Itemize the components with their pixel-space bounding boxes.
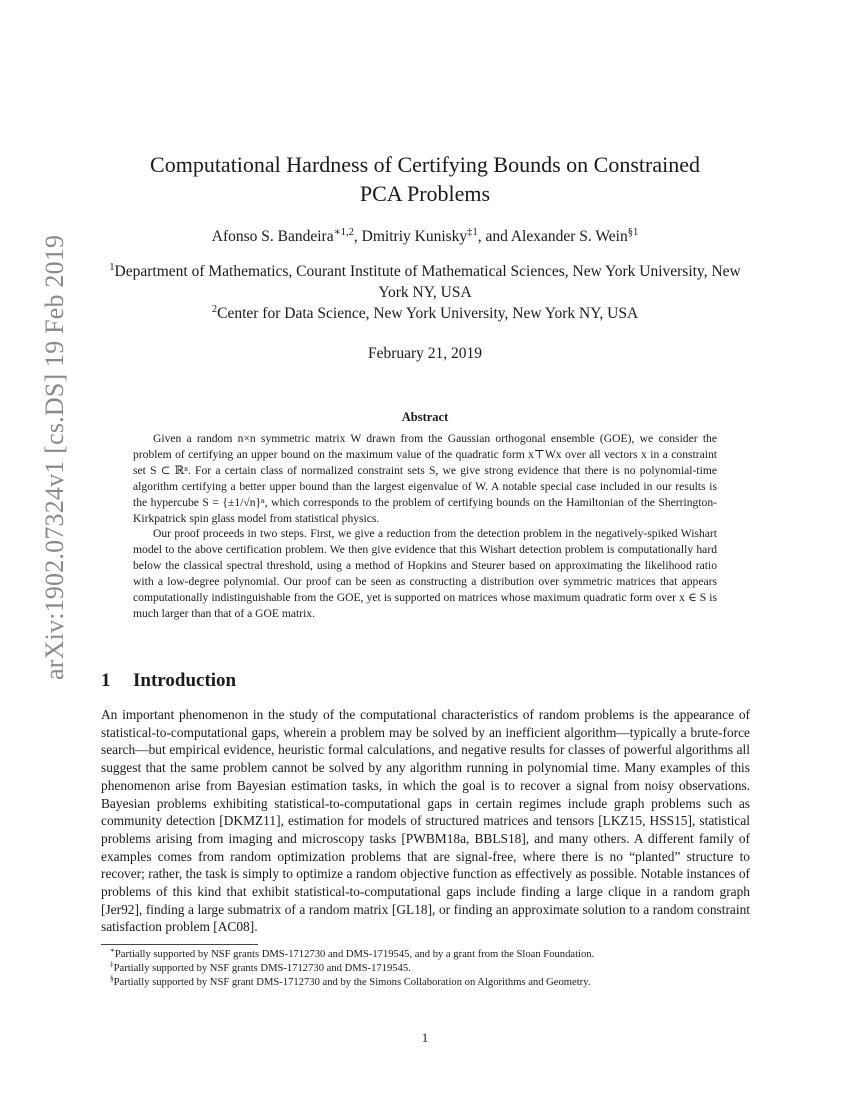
author-mark: §1 bbox=[627, 226, 639, 238]
title-line-1: Computational Hardness of Certifying Bounds on Constrained bbox=[150, 152, 700, 177]
footnote bbox=[101, 948, 750, 962]
author-name: Dmitriy Kunisky bbox=[361, 228, 468, 245]
page-number: 1 bbox=[421, 1030, 429, 1045]
footnote-text: Partially supported by NSF grants DMS-1712730 and DMS-1719545. bbox=[113, 963, 411, 974]
affiliation-item bbox=[100, 261, 750, 303]
footnote-mark: ∗ bbox=[110, 946, 115, 955]
footnote bbox=[101, 962, 750, 976]
abstract-body bbox=[133, 431, 717, 622]
affiliation-text: Department of Mathematics, Courant Institute of Mathematical Sciences, New York University, New York NY, USA bbox=[114, 263, 741, 301]
footnote-mark: § bbox=[110, 974, 114, 983]
author-name: Alexander S. Wein bbox=[510, 228, 628, 245]
author-separator: , bbox=[353, 228, 362, 245]
affiliation-mark: 1 bbox=[109, 261, 115, 273]
author-name: Afonso S. Bandeira bbox=[211, 228, 334, 245]
section-heading bbox=[101, 670, 751, 692]
footnote-text: Partially supported by NSF grants DMS-1712730 and DMS-1719545, and by a grant from the Sloan Foundation. bbox=[114, 949, 595, 960]
footnote-mark: ‡ bbox=[110, 960, 114, 969]
author-mark: ‡1 bbox=[467, 226, 478, 238]
footnotes bbox=[101, 948, 750, 990]
paper-title bbox=[100, 150, 750, 208]
introduction-body bbox=[101, 706, 750, 936]
affiliations bbox=[100, 261, 750, 324]
abstract-heading: Abstract bbox=[401, 410, 449, 424]
footnote-text: Partially supported by NSF grant DMS-1712730 and by the Simons Collaboration on Algorithms and Geometry. bbox=[113, 977, 591, 988]
section-number: 1 bbox=[101, 670, 111, 691]
affiliation-text: Center for Data Science, New York University, New York NY, USA bbox=[217, 305, 639, 322]
author-mark: ∗1,2 bbox=[333, 226, 354, 238]
title-line-2: PCA Problems bbox=[359, 181, 491, 206]
affiliation-item bbox=[100, 303, 750, 324]
paper-date: February 21, 2019 bbox=[367, 345, 483, 362]
abstract-paragraph: Given a random n×n symmetric matrix W drawn from the Gaussian orthogonal ensemble (GOE), we consider the problem of certifying an upper bound on the maximum value of the quadratic form x⊤Wx over all vectors x in a constraint set S ⊂ ℝⁿ. For a certain class of normalized constraint sets S, we give strong evidence that there is no polynomial-time algorithm certifying a better upper bound than the largest eigenvalue of W. A notable special case included in our results is the hypercube S = {±1/√n}ⁿ, which corresponds to the problem of certifying bounds on the Hamiltonian of the Sherrington-Kirkpatrick spin glass model from statistical physics. bbox=[133, 432, 717, 525]
section-title: Introduction bbox=[133, 670, 237, 691]
arxiv-identifier: arXiv:1902.07324v1 [cs.DS] 19 Feb 2019 bbox=[40, 234, 69, 680]
author-list bbox=[100, 228, 750, 246]
author-separator: , and bbox=[477, 228, 511, 245]
footnote-divider bbox=[101, 944, 258, 945]
footnote bbox=[101, 976, 750, 990]
abstract-paragraph: Our proof proceeds in two steps. First, we give a reduction from the detection problem in the negatively-spiked Wishart model to the above certification problem. We then give evidence that this Wishart detection problem is computationally hard below the classical spectral threshold, using a method of Hopkins and Steurer based on approximating the likelihood ratio with a low-degree polynomial. Our proof can be seen as constructing a distribution over symmetric matrices that appears computationally indistinguishable from the GOE, yet is supported on matrices whose maximum quadratic form over x ∈ S is much larger than that of a GOE matrix. bbox=[133, 527, 717, 620]
affiliation-mark: 2 bbox=[211, 303, 218, 315]
body-paragraph: An important phenomenon in the study of the computational characteristics of random problems is the appearance of statistical-to-computational gaps, wherein a problem may be solved by an inefficient algorithm—typically a brute-force search—but empirical evidence, heuristic formal calculations, and negative results for classes of powerful algorithms all suggest that the same problem cannot be solved by any algorithm running in polynomial time. Many examples of this phenomenon arise from Bayesian estimation tasks, in which the goal is to recover a signal from noisy observations. Bayesian problems exhibiting statistical-to-computational gaps in certain regimes include graph problems such as community detection [DKMZ11], estimation for models of structured matrices and tensors [LKZ15, HSS15], statistical problems arising from imaging and microscopy tasks [PWBM18a, BBLS18], and many others. A different family of examples comes from random optimization problems that are signal-free, where there is no “planted” structure to recover; rather, the task is simply to optimize a random objective function as effectively as possible. Notable instances of problems of this kind that exhibit statistical-to-computational gaps include finding a large clique in a random graph [Jer92], finding a large submatrix of a random matrix [GL18], or finding an approximate solution to a random constraint satisfaction problem [AC08]. bbox=[101, 707, 750, 935]
